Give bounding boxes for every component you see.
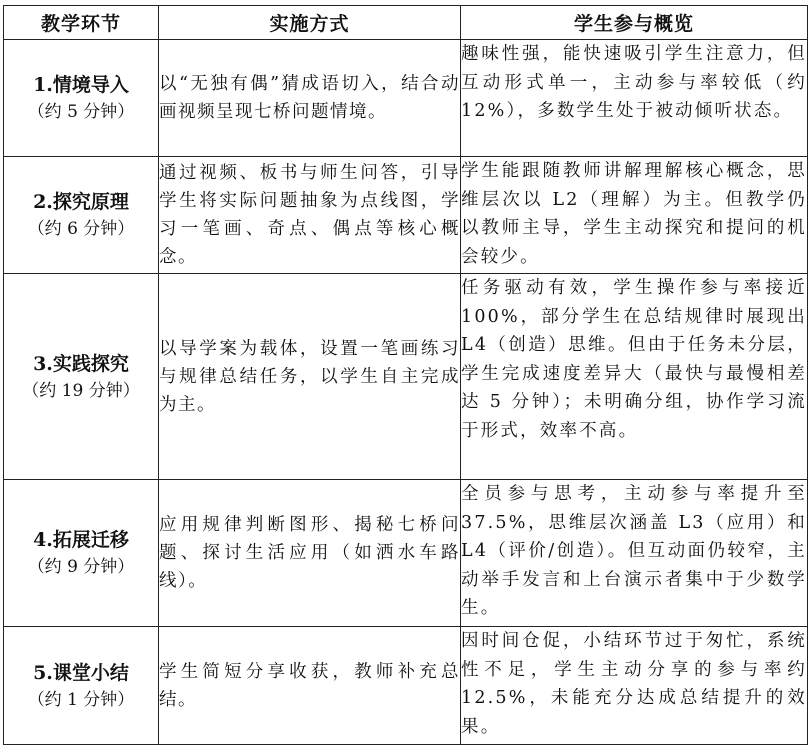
table-row (4, 274, 808, 480)
stage-name: 2.探究原理 (33, 191, 129, 213)
stage-name: 5.课堂小结 (33, 661, 129, 684)
method-cell (159, 157, 461, 274)
overview-cell (461, 627, 808, 745)
stage-time: （约 5 分钟） (27, 102, 135, 122)
method-cell (159, 480, 461, 627)
overview-cell (461, 40, 808, 157)
stage-time: （约 1 分钟） (27, 689, 135, 710)
header-overview: 学生参与概览 (461, 6, 808, 40)
method-text: 以“无独有偶”猜成语切入，结合动画视频呈现七桥问题情境。 (159, 74, 460, 122)
table-row (4, 480, 808, 627)
stage-name: 1.情境导入 (33, 74, 129, 96)
overview-cell (461, 157, 808, 274)
stage-cell (4, 157, 159, 274)
method-text: 学生简短分享收获，教师补充总结。 (159, 661, 460, 710)
stage-time: （约 19 分钟） (22, 380, 140, 401)
method-cell (159, 274, 461, 480)
teaching-analysis-table (3, 5, 808, 745)
overview-cell (461, 480, 808, 627)
method-text: 应用规律判断图形、揭秘七桥问题、探讨生活应用（如洒水车路线）。 (159, 515, 460, 591)
overview-text: 因时间仓促，小结环节过于匆忙，系统性不足，学生主动分享的参与率约 12.5%，未能充分达成总结提升的效果。 (461, 631, 807, 737)
stage-name: 3.实践探究 (33, 352, 129, 375)
stage-cell (4, 627, 159, 745)
table-row (4, 157, 808, 274)
method-cell (159, 40, 461, 157)
table-header-row (4, 6, 808, 40)
stage-cell (4, 274, 159, 480)
overview-text: 趣味性强，能快速吸引学生注意力，但互动形式单一，主动参与率较低（约 12%），多数学生处于被动倾听状态。 (461, 44, 807, 122)
header-stage: 教学环节 (4, 6, 159, 40)
overview-text: 学生能跟随教师讲解理解核心概念，思维层次以 L2（理解）为主。但教学仍以教师主导，学生主动探究和提问的机会较少。 (461, 161, 807, 267)
method-text: 通过视频、板书与师生问答，引导学生将实际问题抽象为点线图，学习一笔画、奇点、偶点等核心概念。 (159, 163, 460, 267)
stage-time: （约 6 分钟） (27, 219, 135, 239)
table-row (4, 627, 808, 745)
stage-name: 4.拓展迁移 (33, 529, 129, 551)
method-cell (159, 627, 461, 745)
overview-text: 任务驱动有效，学生操作参与率接近 100%，部分学生在总结规律时展现出 L4（创造）思维。但由于任务未分层，学生完成速度差异大（最快与最慢相差达 5 分钟）；未明确分组，协作学习流于形式，效率不高。 (461, 278, 807, 441)
header-method: 实施方式 (159, 6, 461, 40)
stage-cell (4, 40, 159, 157)
stage-time: （约 9 分钟） (27, 557, 135, 577)
overview-text: 全员参与思考，主动参与率提升至 37.5%，思维层次涵盖 L3（应用）和 L4（评价/创造）。但互动面仍较窄，主动举手发言和上台演示者集中于少数学生。 (461, 484, 807, 619)
method-text: 以导学案为载体，设置一笔画练习与规律总结任务，以学生自主完成为主。 (159, 338, 460, 415)
table-row (4, 40, 808, 157)
overview-cell (461, 274, 808, 480)
stage-cell (4, 480, 159, 627)
